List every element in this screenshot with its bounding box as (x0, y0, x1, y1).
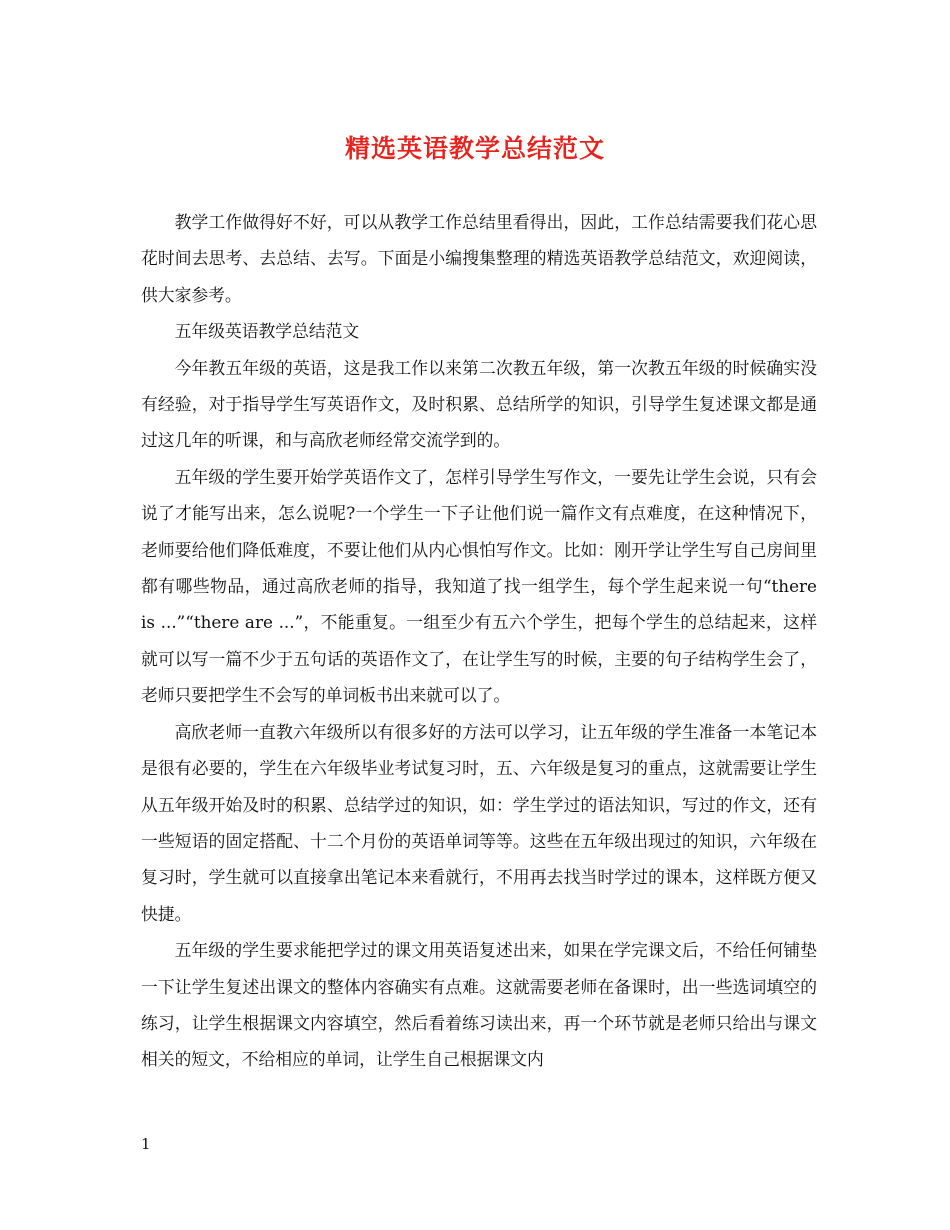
document-title: 精选英语教学总结范文 (344, 134, 605, 163)
paragraph: 五年级的学生要求能把学过的课文用英语复述出来，如果在学完课文后，不给任何铺垫一下让学生复述出课文的整体内容确实有点难。这就需要老师在备课时，出一些选词填空的练习，让学生根据课文内容填空，然后看着练习读出来，再一个环节就是老师只给出与课文相关的短文，不给相应的单词，让学生自己根据课文内 (141, 940, 817, 1070)
document-body (141, 204, 817, 1078)
section-heading: 五年级英语教学总结范文 (174, 321, 360, 342)
paragraph: 高欣老师一直教六年级所以有很多好的方法可以学习，让五年级的学生准备一本笔记本是很有必要的，学生在六年级毕业考试复习时，五、六年级是复习的重点，这就需要让学生从五年级开始及时的积累、总结学过的知识，如：学生学过的语法知识，写过的作文，还有一些短语的固定搭配、十二个月份的英语单词等等。这些在五年级出现过的知识，六年级在复习时，学生就可以直接拿出笔记本来看就行，不用再去找当时学过的课本，这样既方便又快捷。 (141, 721, 817, 924)
paragraph: 今年教五年级的英语，这是我工作以来第二次教五年级，第一次教五年级的时候确实没有经验，对于指导学生写英语作文，及时积累、总结所学的知识，引导学生复述课文都是通过这几年的听课，和与高欣老师经常交流学到的。 (141, 357, 817, 451)
page-number: 1 (141, 1135, 151, 1153)
paragraph: 五年级的学生要开始学英语作文了，怎样引导学生写作文，一要先让学生会说，只有会说了才能写出来，怎么说呢?一个学生一下子让他们说一篇作文有点难度，在这种情况下，老师要给他们降低难度，不要让他们从内心惧怕写作文。比如：刚开学让学生写自己房间里都有哪些物品，通过高欣老师的指导，我知道了找一组学生，每个学生起来说一句“there is ...”“there are ...”，不能重复。一组至少有五六个学生，把每个学生的总结起来，这样就可以写一篇不少于五句话的英语作文了，在让学生写的时候，主要的句子结构学生会了，老师只要把学生不会写的单词板书出来就可以了。 (141, 466, 817, 706)
paragraph-intro: 教学工作做得好不好，可以从教学工作总结里看得出，因此，工作总结需要我们花心思花时间去思考、去总结、去写。下面是小编搜集整理的精选英语教学总结范文，欢迎阅读，供大家参考。 (141, 212, 817, 305)
